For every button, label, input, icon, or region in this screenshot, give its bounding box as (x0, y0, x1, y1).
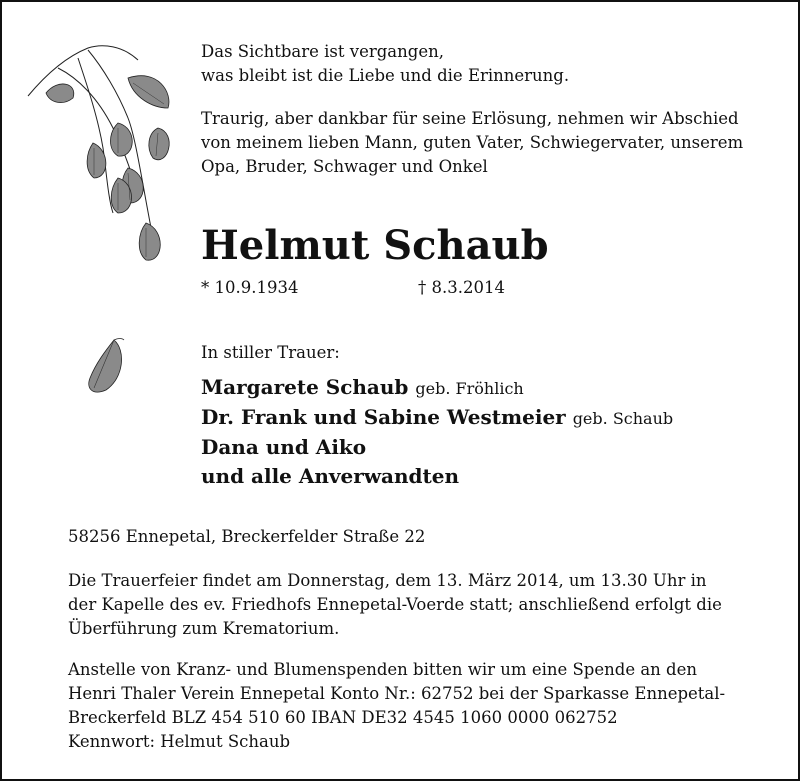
mourner (201, 403, 673, 433)
mourner (201, 373, 673, 403)
birth-date: * 10.9.1934 (201, 278, 299, 297)
death-date: † 8.3.2014 (418, 278, 505, 297)
farewell-line: von meinem lieben Mann, guten Vater, Schwiegervater, unserem (201, 133, 744, 152)
mourner (201, 433, 673, 462)
farewell-line: Traurig, aber dankbar für seine Erlösung, nehmen wir Abschied (201, 109, 739, 128)
funeral-line: der Kapelle des ev. Friedhofs Ennepetal-Voerde statt; anschließend erfolgt die (68, 595, 722, 614)
intro-line: was bleibt ist die Liebe und die Erinnerung. (201, 66, 570, 85)
funeral-line: Überführung zum Krematorium. (68, 619, 340, 638)
mourner-name: Dr. Frank und Sabine Westmeier (201, 405, 566, 429)
mourner-maiden-name: geb. Fröhlich (415, 379, 524, 398)
donation-line: Anstelle von Kranz- und Blumenspenden bitten wir um eine Spende an den (68, 660, 697, 679)
donation-line: Breckerfeld BLZ 454 510 60 IBAN DE32 4545 1060 0000 062752 (68, 708, 618, 727)
intro-line: Das Sichtbare ist vergangen, (201, 42, 444, 61)
mourners-list (201, 373, 673, 491)
mourning-label: In stiller Trauer: (201, 343, 340, 362)
donation-line: Henri Thaler Verein Ennepetal Konto Nr.: 62752 bei der Sparkasse Ennepetal- (68, 684, 726, 703)
funeral-line: Die Trauerfeier findet am Donnerstag, dem 13. März 2014, um 13.30 Uhr in (68, 571, 707, 590)
mourner-maiden-name: geb. Schaub (572, 409, 674, 428)
donation-info (68, 658, 768, 754)
funeral-info (68, 569, 768, 641)
mourner-name: Dana und Aiko (201, 435, 367, 459)
intro-verse (201, 40, 569, 88)
mourner-name: und alle Anverwandten (201, 464, 460, 488)
mourner (201, 462, 673, 491)
farewell-line: Opa, Bruder, Schwager und Onkel (201, 157, 488, 176)
birch-branch-icon (18, 38, 178, 278)
address: 58256 Ennepetal, Breckerfelder Straße 22 (68, 527, 426, 546)
falling-leaf-icon (84, 338, 134, 398)
deceased-name: Helmut Schaub (201, 222, 549, 269)
donation-line: Kennwort: Helmut Schaub (68, 732, 291, 751)
farewell-text (201, 107, 791, 179)
mourner-name: Margarete Schaub (201, 375, 409, 399)
